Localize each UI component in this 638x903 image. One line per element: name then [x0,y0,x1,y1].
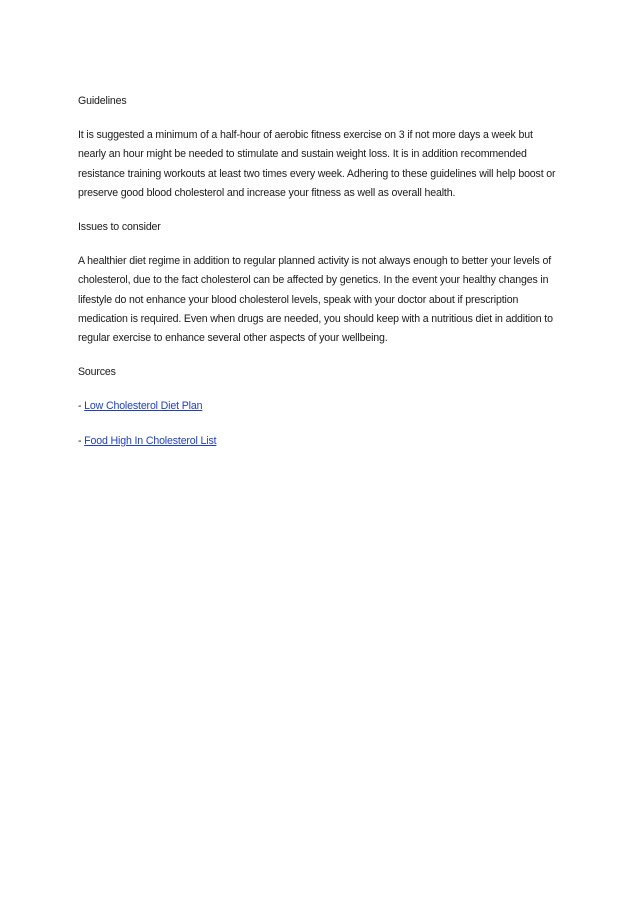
source-item-low-cholesterol [78,397,560,416]
guidelines-heading: Guidelines [78,95,127,107]
source-prefix: - [78,434,85,447]
source-prefix: - [78,400,85,413]
issues-paragraph: A healthier diet regime in addition to regular planned activity is not always enough to better your levels of cholesterol, due to the fact cholesterol can be affected by genetics. In the event your healthy changes in lifestyle do not enhance your blood cholesterol levels, speak with your doctor about if prescription medication is required. Even when drugs are needed, you should keep with a nutritious diet in addition to regular exercise to enhance several other aspects of your wellbeing. [78,255,553,345]
guidelines-paragraph: It is suggested a minimum of a half-hour of aerobic fitness exercise on 3 if not more days a week but nearly an hour might be needed to stimulate and sustain weight loss. It is in addition recommended resistance training workouts at least two times every week. Adhering to these guidelines will help boost or preserve good blood cholesterol and increase your fitness as well as overall health. [78,129,556,199]
sources-heading: Sources [78,366,116,379]
source-item-food-high-cholesterol [78,432,560,451]
issues-heading: Issues to consider [78,221,161,234]
low-cholesterol-diet-plan-link[interactable]: Low Cholesterol Diet Plan [84,400,203,413]
document-page [78,92,560,466]
food-high-in-cholesterol-list-link[interactable]: Food High In Cholesterol List [84,434,217,447]
